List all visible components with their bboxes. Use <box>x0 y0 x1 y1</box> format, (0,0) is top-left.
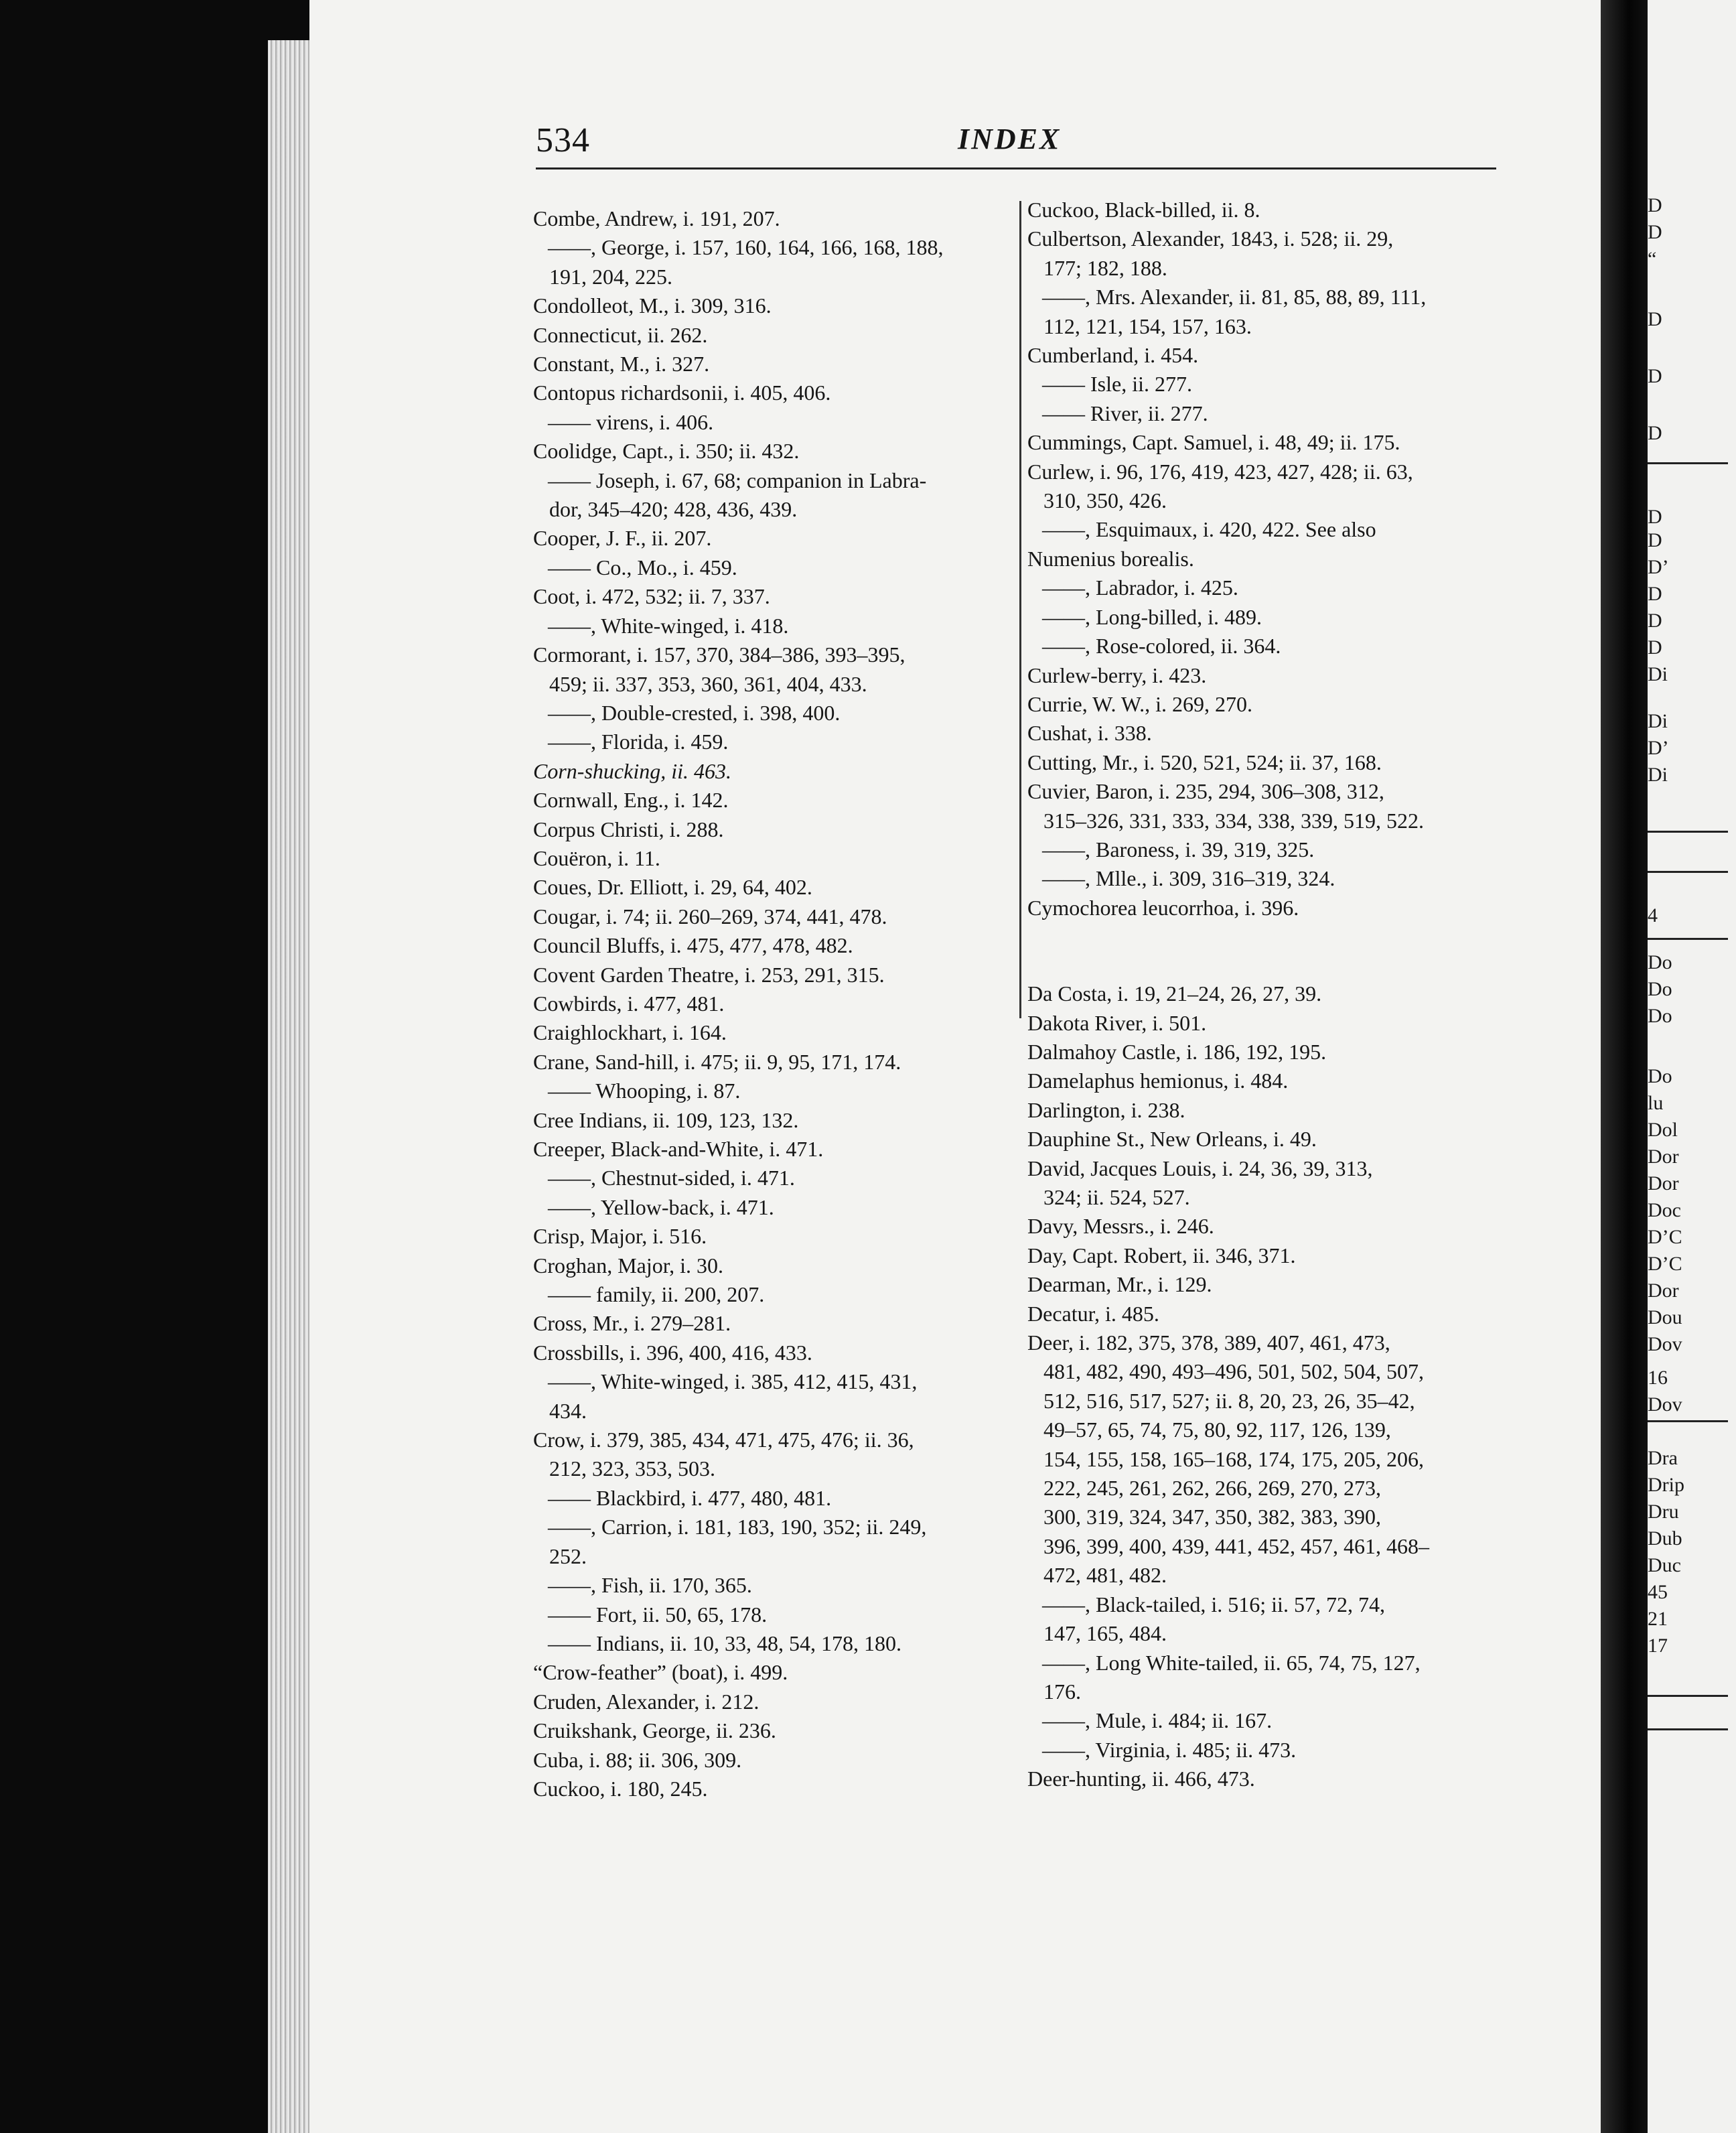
index-entry-line: ——, White-winged, i. 385, 412, 415, 431, <box>548 1369 918 1394</box>
index-entry-line: Curlew, i. 96, 176, 419, 423, 427, 428; ii. 63, <box>1027 459 1413 484</box>
facing-page-text-fragment: D <box>1648 583 1662 605</box>
index-entry-line: Connecticut, ii. 262. <box>533 322 708 347</box>
index-entry-line: Day, Capt. Robert, ii. 346, 371. <box>1027 1243 1296 1267</box>
facing-page-rule <box>1648 1728 1728 1730</box>
index-entry-line: ——, White-winged, i. 418. <box>548 613 789 638</box>
index-entry-line: Dearman, Mr., i. 129. <box>1027 1272 1212 1297</box>
facing-page-text-fragment: D’C <box>1648 1226 1682 1248</box>
index-entry-line: Decatur, i. 485. <box>1027 1301 1159 1326</box>
index-entry-line: Dakota River, i. 501. <box>1027 1010 1207 1035</box>
index-entry-line: 147, 165, 484. <box>1043 1621 1167 1646</box>
index-entry-line: 222, 245, 261, 262, 266, 269, 270, 273, <box>1043 1476 1381 1501</box>
index-entry-line: Cuckoo, Black-billed, ii. 8. <box>1027 198 1260 222</box>
index-entry-line <box>1027 922 1507 979</box>
index-entry-line: Cruden, Alexander, i. 212. <box>533 1689 760 1714</box>
facing-page-text-fragment: Dol <box>1648 1119 1678 1141</box>
facing-page-text-fragment: Dov <box>1648 1393 1682 1416</box>
index-entry-line: Couëron, i. 11. <box>533 845 660 870</box>
index-entry-line: ——, Baroness, i. 39, 319, 325. <box>1042 837 1315 862</box>
facing-page-text-fragment: Do <box>1648 1005 1672 1027</box>
index-column-left <box>533 204 1015 1803</box>
facing-page-text-fragment: Di <box>1648 764 1668 786</box>
facing-page-text-fragment: D’ <box>1648 556 1669 578</box>
index-entry-line: —— Joseph, i. 67, 68; companion in Labra- <box>548 468 927 492</box>
index-entry-line: Coot, i. 472, 532; ii. 7, 337. <box>533 584 770 609</box>
index-entry-line: Cross, Mr., i. 279–281. <box>533 1311 731 1336</box>
column-divider <box>1019 201 1021 1018</box>
index-entry-line: —— Isle, ii. 277. <box>1042 372 1192 397</box>
index-entry-line: 191, 204, 225. <box>549 264 672 289</box>
facing-page-rule <box>1648 1695 1728 1697</box>
facing-page-text-fragment: 21 <box>1648 1608 1668 1630</box>
index-entry-line: Culbertson, Alexander, 1843, i. 528; ii. 29, <box>1027 226 1394 251</box>
index-entry-line: ——, Yellow-back, i. 471. <box>548 1194 774 1219</box>
index-column-right <box>1027 196 1507 1794</box>
index-entry-line: Cooper, J. F., ii. 207. <box>533 526 712 551</box>
index-entry-line: Cuvier, Baron, i. 235, 294, 306–308, 312, <box>1027 779 1384 804</box>
index-entry-line: 176. <box>1043 1679 1081 1704</box>
facing-page-text-fragment: Doc <box>1648 1199 1681 1221</box>
facing-page-rule <box>1648 1420 1728 1422</box>
index-entry-line: ——, Rose-colored, ii. 364. <box>1042 634 1281 659</box>
index-entry-line: ——, Mule, i. 484; ii. 167. <box>1042 1708 1273 1733</box>
index-entry-line: ——, Long White-tailed, ii. 65, 74, 75, 127, <box>1042 1650 1421 1675</box>
index-entry-line: Dalmahoy Castle, i. 186, 192, 195. <box>1027 1039 1327 1064</box>
index-entry-line: Currie, W. W., i. 269, 270. <box>1027 691 1253 716</box>
index-entry-line: ——, George, i. 157, 160, 164, 166, 168, 188, <box>548 235 944 260</box>
index-entry-line: Da Costa, i. 19, 21–24, 26, 27, 39. <box>1027 981 1322 1006</box>
facing-page-text-fragment: D’C <box>1648 1253 1682 1275</box>
index-entry-line: —— Whooping, i. 87. <box>548 1079 741 1103</box>
index-entry-line: Deer, i. 182, 375, 378, 389, 407, 461, 473, <box>1027 1330 1390 1355</box>
index-entry-line: ——, Long-billed, i. 489. <box>1042 604 1262 629</box>
index-entry-line: Coues, Dr. Elliott, i. 29, 64, 402. <box>533 875 812 900</box>
index-entry-line: ——, Double-crested, i. 398, 400. <box>548 700 841 725</box>
index-entry-line: —— River, ii. 277. <box>1042 401 1208 425</box>
index-entry-line: David, Jacques Louis, i. 24, 36, 39, 313, <box>1027 1156 1373 1180</box>
index-entry-line: ——, Esquimaux, i. 420, 422. See also <box>1042 517 1376 542</box>
index-entry-line: —— family, ii. 200, 207. <box>548 1282 765 1307</box>
index-entry-line: Crow, i. 379, 385, 434, 471, 475, 476; ii. 36, <box>533 1428 914 1452</box>
index-entry-line: Cumberland, i. 454. <box>1027 343 1199 368</box>
index-entry-line: Crossbills, i. 396, 400, 416, 433. <box>533 1340 812 1365</box>
index-entry-line: Cruikshank, George, ii. 236. <box>533 1718 776 1743</box>
page-number: 534 <box>536 121 590 159</box>
facing-page-text-fragment: Duc <box>1648 1554 1681 1576</box>
index-entry-line: 315–326, 331, 333, 334, 338, 339, 519, 522. <box>1043 808 1424 833</box>
facing-page-text-fragment: D <box>1648 529 1662 551</box>
index-entry-line: ——, Virginia, i. 485; ii. 473. <box>1042 1737 1297 1762</box>
facing-page-text-fragment: Dra <box>1648 1447 1678 1469</box>
index-entry-line: —— Blackbird, i. 477, 480, 481. <box>548 1485 832 1510</box>
index-entry-line: ——, Mrs. Alexander, ii. 81, 85, 88, 89, 111, <box>1042 285 1427 309</box>
index-entry-line: Crisp, Major, i. 516. <box>533 1224 707 1249</box>
index-entry-line: Deer-hunting, ii. 466, 473. <box>1027 1767 1255 1791</box>
index-entry-line: 434. <box>549 1398 587 1423</box>
index-entry-line: Davy, Messrs., i. 246. <box>1027 1214 1214 1239</box>
facing-page-text-fragment: D <box>1648 194 1662 216</box>
index-entry-line: 49–57, 65, 74, 75, 80, 92, 117, 126, 139, <box>1043 1418 1391 1442</box>
facing-page-text-fragment: Dor <box>1648 1146 1679 1168</box>
facing-page-text-fragment: Do <box>1648 1065 1672 1087</box>
facing-page-text-fragment: Do <box>1648 951 1672 973</box>
index-entry-line: Crane, Sand-hill, i. 475; ii. 9, 95, 171, 174. <box>533 1049 901 1074</box>
index-entry-line: Cushat, i. 338. <box>1027 721 1152 746</box>
index-entry-line: ——, Black-tailed, i. 516; ii. 57, 72, 74, <box>1042 1592 1385 1616</box>
index-entry-line: ——, Fish, ii. 170, 365. <box>548 1573 752 1598</box>
book-page-edges <box>268 40 315 2133</box>
index-entry-line: dor, 345–420; 428, 436, 439. <box>549 497 798 522</box>
facing-page-fragment <box>1648 0 1736 2133</box>
index-entry-line: Dauphine St., New Orleans, i. 49. <box>1027 1127 1317 1152</box>
index-entry-line: Cuba, i. 88; ii. 306, 309. <box>533 1747 742 1772</box>
facing-page-text-fragment: “ <box>1648 248 1657 270</box>
index-entry-line: Corn-shucking, ii. 463. <box>533 758 731 783</box>
index-entry-line: Condolleot, M., i. 309, 316. <box>533 293 772 318</box>
facing-page-text-fragment: Dou <box>1648 1306 1682 1328</box>
facing-page-text-fragment: Do <box>1648 978 1672 1000</box>
index-entry-line: Cutting, Mr., i. 520, 521, 524; ii. 37, 168. <box>1027 750 1382 774</box>
index-entry-line: —— Fort, ii. 50, 65, 178. <box>548 1602 768 1627</box>
index-entry-line: Cummings, Capt. Samuel, i. 48, 49; ii. 175. <box>1027 430 1400 455</box>
index-entry-line: 459; ii. 337, 353, 360, 361, 404, 433. <box>549 671 867 696</box>
facing-page-text-fragment: D <box>1648 308 1662 330</box>
index-entry-line: Craighlockhart, i. 164. <box>533 1020 727 1045</box>
index-entry-line: —— virens, i. 406. <box>548 409 714 434</box>
index-entry-line: Constant, M., i. 327. <box>533 352 710 376</box>
index-entry-line: “Crow-feather” (boat), i. 499. <box>533 1660 788 1685</box>
facing-page-text-fragment: D <box>1648 636 1662 659</box>
index-entry-line: 324; ii. 524, 527. <box>1043 1185 1190 1209</box>
facing-page-text-fragment: D <box>1648 422 1662 444</box>
index-entry-line: 512, 516, 517, 527; ii. 8, 20, 23, 26, 35–42, <box>1043 1388 1415 1413</box>
book-gutter <box>1601 0 1648 2133</box>
index-entry-line: 300, 319, 324, 347, 350, 382, 383, 390, <box>1043 1505 1381 1529</box>
index-entry-line: Contopus richardsonii, i. 405, 406. <box>533 381 831 405</box>
facing-page-text-fragment: D <box>1648 365 1662 387</box>
facing-page-text-fragment: 17 <box>1648 1635 1668 1657</box>
index-entry-line: Cree Indians, ii. 109, 123, 132. <box>533 1107 799 1132</box>
index-entry-line: Cormorant, i. 157, 370, 384–386, 393–395, <box>533 642 906 667</box>
index-entry-line: Croghan, Major, i. 30. <box>533 1253 724 1278</box>
index-entry-line: Creeper, Black-and-White, i. 471. <box>533 1137 824 1161</box>
running-head: INDEX <box>958 123 1062 155</box>
facing-page-text-fragment: D <box>1648 506 1662 528</box>
index-entry-line: 252. <box>549 1543 587 1568</box>
index-entry-line: Combe, Andrew, i. 191, 207. <box>533 206 780 230</box>
facing-page-text-fragment: D <box>1648 221 1662 243</box>
index-entry-line: Darlington, i. 238. <box>1027 1097 1185 1122</box>
index-entry-line: Corpus Christi, i. 288. <box>533 817 724 841</box>
facing-page-rule <box>1648 938 1728 940</box>
index-entry-line: 472, 481, 482. <box>1043 1563 1167 1588</box>
index-entry-line: 112, 121, 154, 157, 163. <box>1043 314 1252 338</box>
index-entry-line: Cougar, i. 74; ii. 260–269, 374, 441, 478. <box>533 904 887 928</box>
facing-page-text-fragment: Drip <box>1648 1474 1684 1496</box>
facing-page-rule <box>1648 831 1728 833</box>
index-entry-line: Cymochorea leucorrhoa, i. 396. <box>1027 895 1299 920</box>
index-entry-line: Cowbirds, i. 477, 481. <box>533 991 725 1016</box>
index-entry-line: Damelaphus hemionus, i. 484. <box>1027 1069 1289 1093</box>
facing-page-text-fragment: Di <box>1648 710 1668 732</box>
facing-page-text-fragment: 45 <box>1648 1581 1668 1603</box>
facing-page-rule <box>1648 871 1728 873</box>
index-entry-line: Council Bluffs, i. 475, 477, 478, 482. <box>533 933 853 958</box>
facing-page-text-fragment: Dov <box>1648 1333 1682 1355</box>
header-rule <box>536 167 1496 169</box>
index-entry-line: Covent Garden Theatre, i. 253, 291, 315. <box>533 962 885 987</box>
index-entry-line: ——, Labrador, i. 425. <box>1042 575 1238 600</box>
index-entry-line: Coolidge, Capt., i. 350; ii. 432. <box>533 439 800 464</box>
index-entry-line: ——, Carrion, i. 181, 183, 190, 352; ii. 249, <box>548 1515 927 1539</box>
facing-page-text-fragment: Dor <box>1648 1280 1679 1302</box>
facing-page-text-fragment: Dor <box>1648 1172 1679 1194</box>
index-entry-line: 481, 482, 490, 493–496, 501, 502, 504, 507, <box>1043 1359 1424 1384</box>
facing-page-text-fragment: Di <box>1648 663 1668 685</box>
index-entry-line: 154, 155, 158, 165–168, 174, 175, 205, 206, <box>1043 1446 1424 1471</box>
index-entry-line: ——, Mlle., i. 309, 316–319, 324. <box>1042 866 1335 891</box>
facing-page-text-fragment: D’ <box>1648 737 1669 759</box>
index-entry-line: Cuckoo, i. 180, 245. <box>533 1776 708 1801</box>
index-entry-line: Curlew-berry, i. 423. <box>1027 663 1207 687</box>
index-entry-line: Numenius borealis. <box>1027 546 1194 571</box>
facing-page-text-fragment: D <box>1648 610 1662 632</box>
index-entry-line: —— Co., Mo., i. 459. <box>548 555 737 579</box>
index-entry-line: 396, 399, 400, 439, 441, 452, 457, 461, 468– <box>1043 1533 1429 1558</box>
index-entry-line: Cornwall, Eng., i. 142. <box>533 788 729 813</box>
facing-page-text-fragment: Dub <box>1648 1527 1682 1550</box>
facing-page-text-fragment: 4 <box>1648 904 1658 926</box>
facing-page-text-fragment: Dru <box>1648 1501 1679 1523</box>
index-entry-line: 212, 323, 353, 503. <box>549 1456 715 1481</box>
index-entry-line: ——, Florida, i. 459. <box>548 730 729 754</box>
index-entry-line: 177; 182, 188. <box>1043 255 1167 280</box>
index-entry-line: 310, 350, 426. <box>1043 488 1167 513</box>
facing-page-text-fragment: 16 <box>1648 1367 1668 1389</box>
facing-page-rule <box>1648 462 1728 464</box>
index-entry-line: —— Indians, ii. 10, 33, 48, 54, 178, 180. <box>548 1631 901 1655</box>
facing-page-text-fragment: lu <box>1648 1092 1664 1114</box>
index-entry-line: ——, Chestnut-sided, i. 471. <box>548 1166 795 1190</box>
